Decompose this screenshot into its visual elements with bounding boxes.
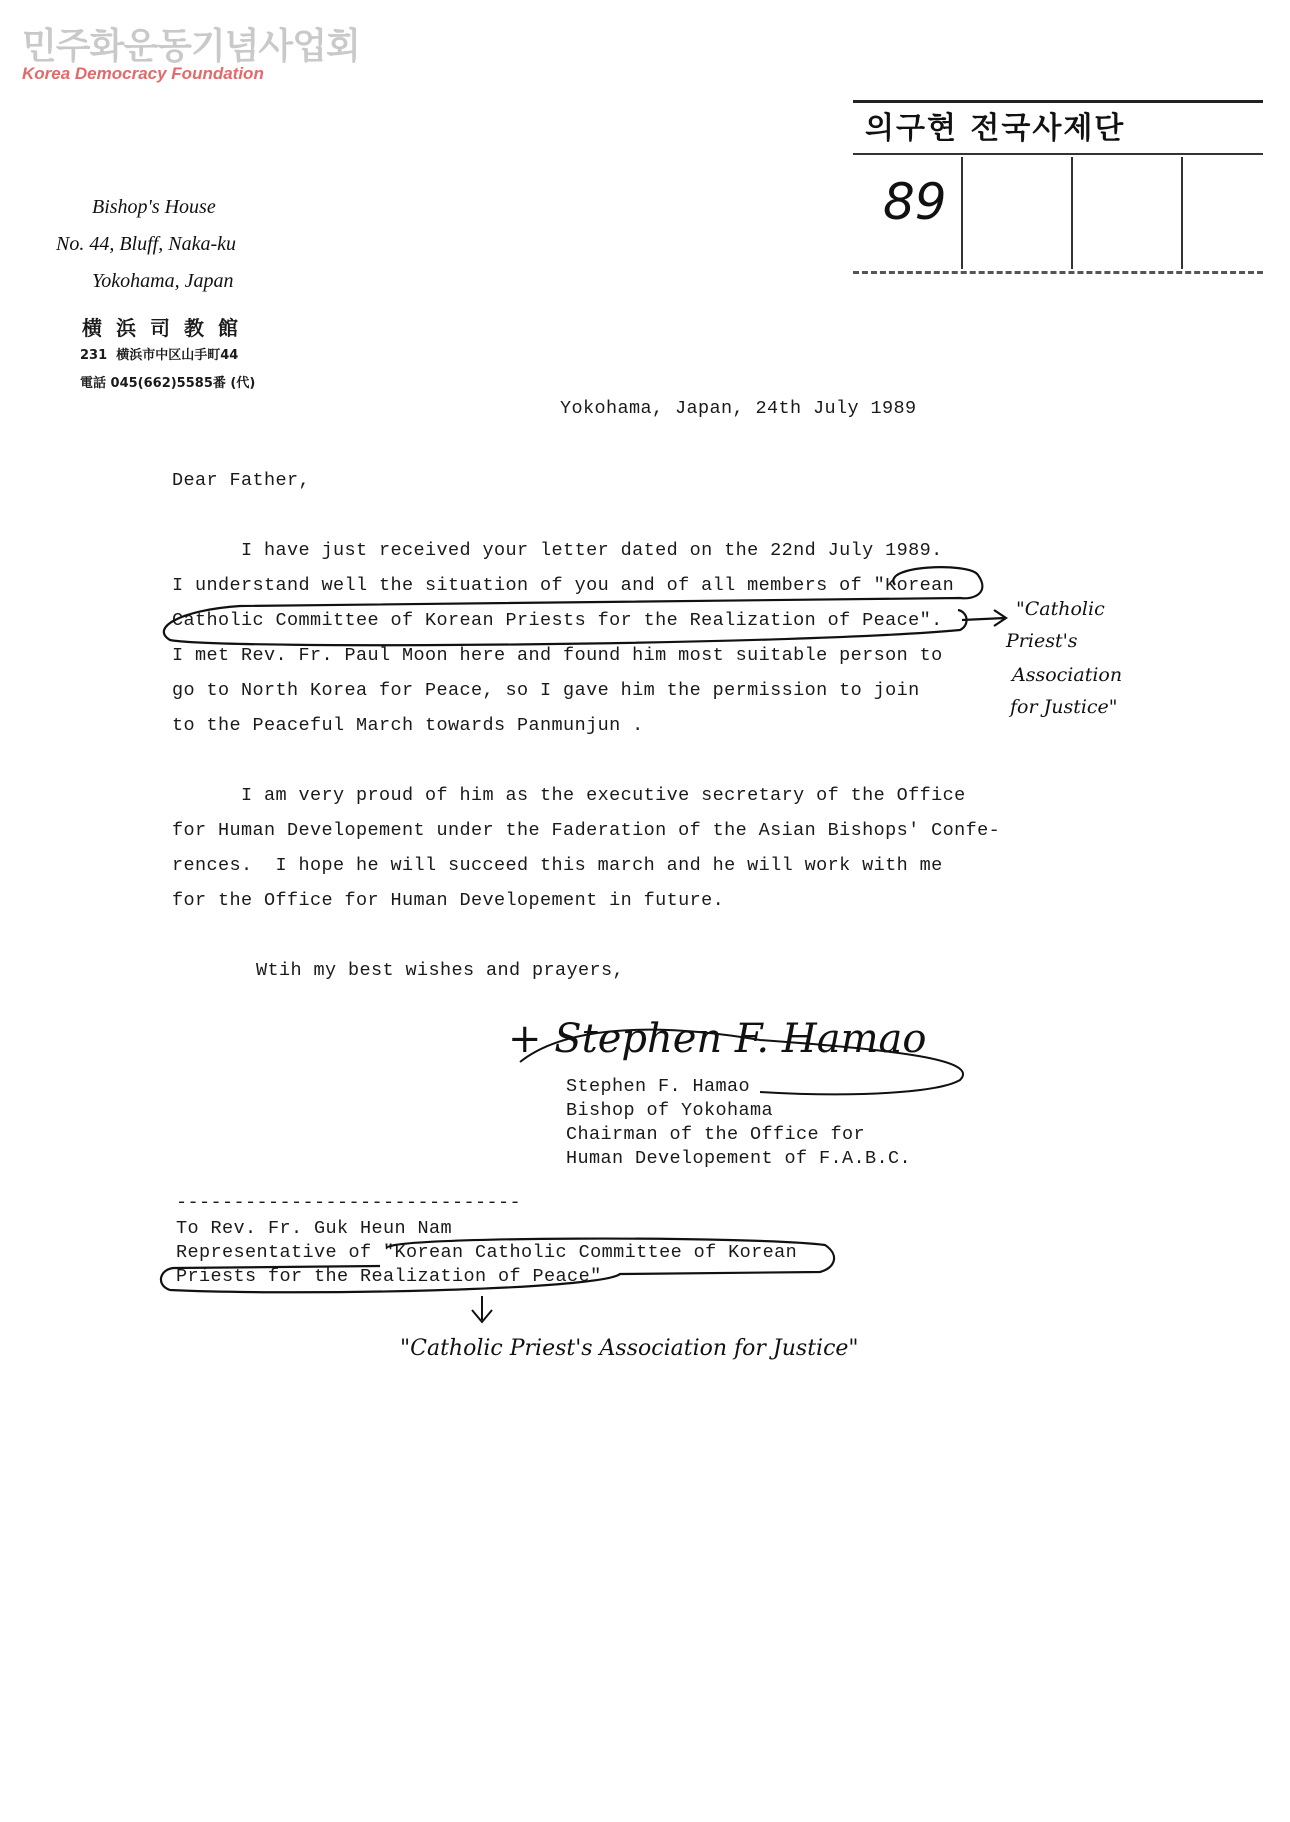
foundation-logo-english: Korea Democracy Foundation — [22, 64, 264, 83]
handwritten-signature: + Stephen F. Hamao — [508, 1016, 927, 1062]
signer-title: Chairman of the Office for — [566, 1124, 866, 1145]
stamp-number: 89 — [883, 173, 947, 231]
closing: Wtih my best wishes and prayers, — [256, 960, 625, 981]
separator-rule: ------------------------------ — [176, 1192, 522, 1213]
recipient-line: Priests for the Realization of Peace" — [176, 1266, 602, 1287]
paragraph-2-line: rences. I hope he will succeed this march and he will work with me — [172, 855, 943, 876]
paragraph-2-line: I am very proud of him as the executive secretary of the Office — [172, 785, 966, 806]
signer-title: Human Developement of F.A.B.C. — [566, 1148, 912, 1169]
ink-circle-recipient — [161, 1239, 834, 1293]
ink-signature-flourish — [520, 1030, 963, 1095]
margin-note-line: "Catholic — [1016, 598, 1105, 620]
paragraph-1-line: I met Rev. Fr. Paul Moon here and found him most suitable person to — [172, 645, 943, 666]
paragraph-1-line: to the Peaceful March towards Panmunjun . — [172, 715, 644, 736]
salutation: Dear Father, — [172, 470, 311, 491]
recipient-line: To Rev. Fr. Guk Heun Nam — [176, 1218, 453, 1239]
bottom-note: "Catholic Priest's Association for Justice" — [400, 1336, 859, 1361]
ink-circle-paragraph — [164, 567, 983, 645]
letterhead-line-2: No. 44, Bluff, Naka-ku — [56, 233, 236, 255]
margin-note-line: Association — [1012, 664, 1123, 686]
ink-arrow-bottom — [472, 1296, 492, 1322]
stamp-header: 의구현 전국사제단 — [853, 103, 1263, 155]
letter-date: Yokohama, Japan, 24th July 1989 — [560, 398, 917, 419]
paragraph-1-line: Catholic Committee of Korean Priests for the Realization of Peace". — [172, 610, 943, 631]
recipient-line: Representative of "Korean Catholic Committee of Korean — [176, 1242, 798, 1263]
letterhead-address: 231 横浜市中区山手町44 — [80, 348, 239, 363]
letterhead-kanji: 横浜司教館 — [82, 316, 252, 340]
letterhead-phone: 電話 045(662)5585番 (代) — [80, 376, 256, 391]
margin-note-line: for Justice" — [1010, 696, 1118, 718]
ink-arrow-margin — [962, 610, 1006, 626]
paragraph-1-line: I understand well the situation of you and of all members of "Korean — [172, 575, 955, 596]
signer-title: Bishop of Yokohama — [566, 1100, 774, 1121]
letterhead-line-3: Yokohama, Japan — [92, 270, 234, 292]
letterhead-line-1: Bishop's House — [92, 196, 216, 218]
signer-name: Stephen F. Hamao — [566, 1076, 751, 1097]
paragraph-2-line: for Human Developement under the Faderation of the Asian Bishops' Confe- — [172, 820, 1001, 841]
paragraph-1-line: I have just received your letter dated on the 22nd July 1989. — [172, 540, 943, 561]
paragraph-1-line: go to North Korea for Peace, so I gave him the permission to join — [172, 680, 920, 701]
foundation-logo-korean: 민주화운동기념사업회 — [22, 26, 360, 67]
margin-note-line: Priest's — [1006, 630, 1078, 652]
paragraph-2-line: for the Office for Human Developement in future. — [172, 890, 725, 911]
